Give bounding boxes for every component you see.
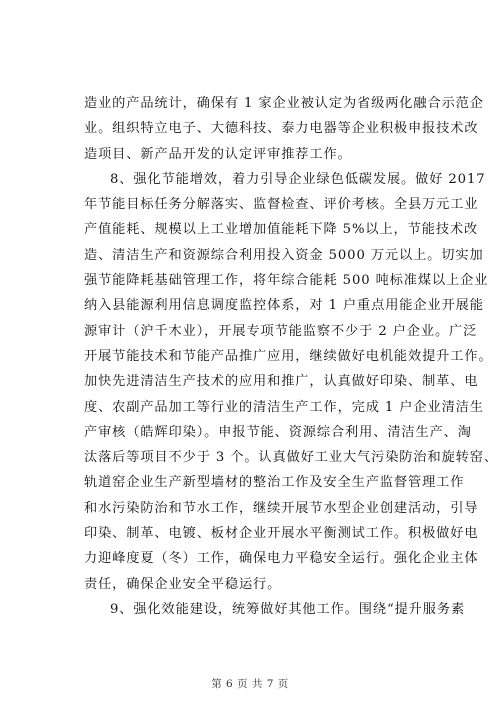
text-line: 印染、制革、电镀、板材企业开展水平衡测试工作。积极做好电 [84, 526, 479, 542]
text-line: 造、清洁生产和资源综合利用投入资金 5000 万元以上。切实加 [84, 247, 484, 263]
text-line: 纳入县能源利用信息调度监控体系，对 1 户重点用能企业开展能 [84, 298, 484, 314]
text-line: 业。组织特立电子、大德科技、泰力电器等企业积极申报技术改 [84, 121, 479, 137]
text-line: 轨道窑企业生产新型墙材的整治工作及安全生产监督管理工作 [84, 475, 465, 491]
text-line: 产值能耗、规模以上工业增加值能耗下降 5%以上，节能技术改 [84, 222, 479, 238]
text-line: 度、农副产品加工等行业的清洁生产工作，完成 1 户企业清洁生 [84, 399, 484, 415]
body-text [84, 91, 498, 622]
text-line: 责任，确保企业安全平稳运行。 [84, 576, 282, 592]
text-line: 造业的产品统计，确保有 1 家企业被认定为省级两化融合示范企 [84, 96, 484, 111]
text-line: 开展节能技术和节能产品推广应用，继续做好电机能效提升工作。 [84, 348, 493, 364]
text-line: 造项目、新产品开发的认定评审推荐工作。 [84, 146, 352, 162]
text-line: 汰落后等项目不少于 3 个。认真做好工业大气污染防治和旋转窑、 [84, 450, 498, 466]
text-line: 和水污染防治和节水工作，继续开展节水型企业创建活动，引导 [84, 500, 479, 516]
text-line: 源审计（沪千木业），开展专项节能监察不少于 2 户企业。广泛 [84, 323, 478, 339]
text-line: 9、强化效能建设，统筹做好其他工作。围绕“提升服务素 [110, 601, 466, 617]
text-line: 力迎峰度夏（冬）工作，确保电力平稳安全运行。强化企业主体 [84, 551, 479, 567]
text-line: 产审核（皓辉印染）。申报节能、资源综合利用、清洁生产、淘 [84, 424, 472, 440]
page-number: 第 6 页 共 7 页 [211, 678, 289, 690]
text-line: 强节能降耗基础管理工作，将年综合能耗 500 吨标准煤以上企业 [84, 273, 489, 289]
text-line: 年节能目标任务分解落实、监督检查、评价考核。全县万元工业 [84, 197, 479, 213]
text-line: 8、强化节能增效，着力引导企业绿色低碳发展。做好 2017 [110, 171, 486, 187]
text-line: 加快先进清洁生产技术的应用和推广，认真做好印染、制革、电 [84, 374, 479, 390]
